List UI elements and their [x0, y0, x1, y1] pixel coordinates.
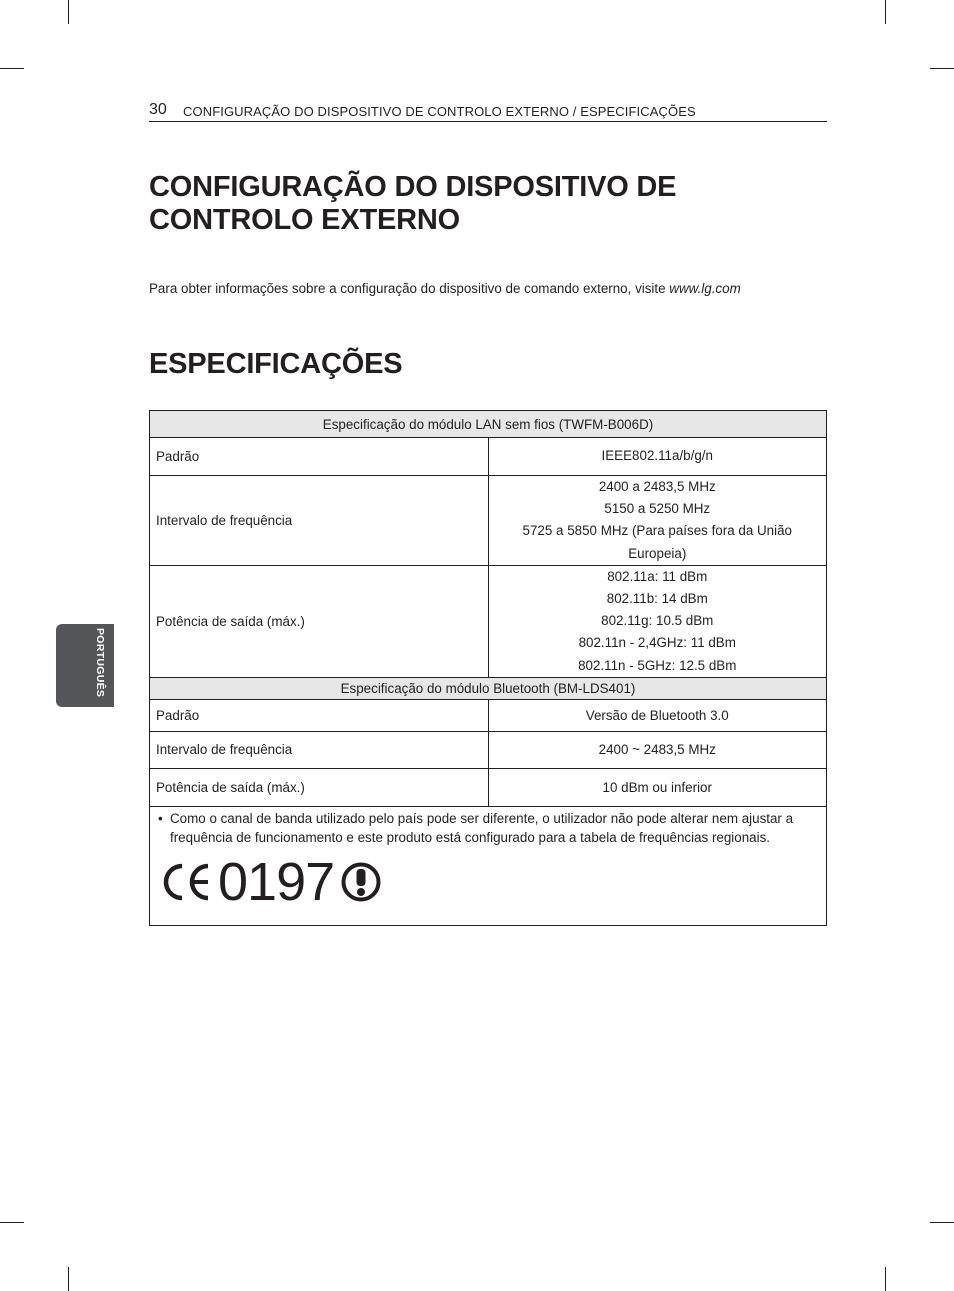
- table-row: [150, 438, 827, 476]
- page-number: 30: [149, 101, 167, 118]
- note-text: Como o canal de banda utilizado pelo país pode ser diferente, o utilizador não pode alterar nem ajustar a frequência de funcionamento e este produto está configurado para a tabela de frequências regionais.: [170, 810, 794, 845]
- crop-mark: [0, 1222, 24, 1223]
- crop-mark: [885, 0, 886, 24]
- row-label: Padrão: [150, 438, 489, 476]
- intro-text: Para obter informações sobre a configuração do dispositivo de comando externo, visite: [149, 281, 670, 296]
- crop-mark: [885, 1267, 886, 1291]
- certification-marks: [150, 847, 826, 912]
- row-label: Potência de saída (máx.): [150, 565, 489, 677]
- crop-mark: [930, 68, 954, 69]
- crop-mark: [68, 1267, 69, 1291]
- lg-website-link[interactable]: www.lg.com: [669, 281, 741, 296]
- ce-mark-icon: [158, 862, 212, 902]
- row-label: Intervalo de frequência: [150, 731, 489, 768]
- crop-mark: [68, 0, 69, 24]
- value-line: 2400 a 2483,5 MHz: [598, 479, 716, 494]
- value-line: 5725 a 5850 MHz (Para países fora da União Europeia): [522, 523, 792, 561]
- table-row: [150, 731, 827, 768]
- section-heading-specifications: ESPECIFICAÇÕES: [149, 348, 403, 380]
- table-row: [150, 565, 827, 677]
- value-line: 802.11a: 11 dBm: [607, 568, 708, 584]
- row-value: [488, 565, 827, 677]
- lan-module-header: Especificação do módulo LAN sem fios (TWFM-B006D): [150, 411, 827, 438]
- crop-mark: [0, 68, 24, 69]
- table-row: [150, 677, 827, 699]
- note-cell: [150, 806, 827, 925]
- crop-mark: [930, 1222, 954, 1223]
- language-label: PORTUGUÊS: [94, 628, 106, 698]
- specifications-table: [149, 410, 827, 926]
- value-line: 802.11n - 2,4GHz: 11 dBm: [578, 635, 736, 651]
- notified-body-number: 0197: [218, 851, 335, 912]
- bullet: •: [158, 810, 163, 826]
- table-row: [150, 476, 827, 566]
- value-line: IEEE802.11a/b/g/n: [601, 448, 713, 464]
- table-row: [150, 699, 827, 731]
- value-line: 802.11g: 10.5 dBm: [601, 613, 714, 629]
- table-row: [150, 806, 827, 925]
- row-value: 2400 ~ 2483,5 MHz: [488, 731, 827, 768]
- value-line: 802.11b: 14 dBm: [606, 591, 708, 607]
- row-value: Versão de Bluetooth 3.0: [488, 699, 827, 731]
- table-row: [150, 411, 827, 438]
- bluetooth-module-header: Especificação do módulo Bluetooth (BM-LDS401): [150, 677, 827, 699]
- intro-paragraph: [149, 281, 741, 296]
- row-label: Potência de saída (máx.): [150, 768, 489, 806]
- running-header: [149, 101, 827, 122]
- language-side-tab: [56, 624, 114, 707]
- value-line: 802.11n - 5GHz: 12.5 dBm: [578, 657, 737, 673]
- row-label: Intervalo de frequência: [150, 476, 489, 566]
- value-line: 5150 a 5250 MHz: [604, 501, 711, 517]
- row-label: Padrão: [150, 699, 489, 731]
- note-item: [150, 807, 826, 847]
- section-heading-external-device: CONFIGURAÇÃO DO DISPOSITIVO DE CONTROLO EXTERNO: [149, 171, 677, 236]
- row-value: 10 dBm ou inferior: [488, 768, 827, 806]
- row-value: [488, 438, 827, 476]
- running-title: CONFIGURAÇÃO DO DISPOSITIVO DE CONTROLO EXTERNO / ESPECIFICAÇÕES: [183, 104, 696, 119]
- alert-mark-icon: [340, 861, 382, 903]
- table-row: [150, 768, 827, 806]
- row-value: [488, 476, 827, 566]
